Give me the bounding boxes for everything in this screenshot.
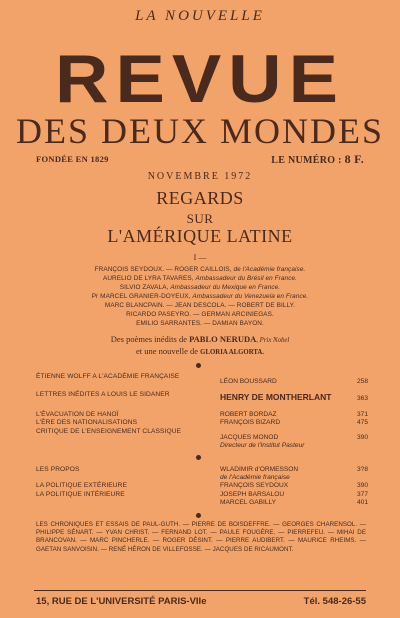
contributor-line: Pr MARCEL GRANIER-DOYEUX, Ambassadeur du Venezuela en France.	[91, 293, 309, 300]
toc-entry	[36, 466, 368, 482]
feature-part: I —	[193, 253, 207, 262]
contributor-line: AURELIO DE LYRA TAVARES, Ambassadeur du Brésil en France.	[102, 275, 298, 282]
masthead-top: LA NOUVELLE	[135, 8, 265, 24]
feature-title-line2: SUR	[186, 211, 214, 226]
toc-title: LETTRES INÉDITES A LOUIS LE SIDANER	[36, 391, 170, 398]
toc-page: 258	[356, 378, 368, 385]
toc-author: WLADIMIR d'ORMESSON	[220, 466, 299, 473]
masthead-subtitle: DES DEUX MONDES	[15, 111, 384, 151]
toc-author: FRANÇOIS SEYDOUX	[220, 482, 289, 489]
toc-author: FRANÇOIS BIZARD	[220, 419, 281, 426]
toc-author-note: Directeur de l'Institut Pasteur	[220, 442, 305, 449]
toc-title: LA POLITIQUE EXTÉRIEURE	[36, 482, 127, 489]
founded-year: FONDÉE EN 1829	[36, 154, 109, 164]
toc-page: 401	[356, 499, 368, 506]
street-address: 15, RUE DE L'UNIVERSITÉ PARIS-VIIe	[36, 596, 207, 607]
masthead-title: REVUE	[55, 40, 345, 117]
price-value: 8 F.	[344, 152, 364, 166]
toc-author: ROBERT BORDAZ	[220, 411, 277, 418]
contributor-line: FRANÇOIS SEYDOUX. — ROGER CAILLOIS, de l'Académie française.	[94, 266, 306, 273]
toc-page: 377	[356, 491, 368, 498]
issue-date: NOVEMBRE 1972	[147, 171, 253, 182]
price-label: LE NUMÉRO :	[271, 155, 342, 166]
toc-page: 475	[356, 419, 368, 426]
bullet-separator	[196, 513, 201, 518]
toc-entry	[36, 482, 368, 491]
feature-title-line3: L'AMÉRIQUE LATINE	[107, 226, 293, 246]
toc-title: ÉTIENNE WOLFF A L'ACADÉMIE FRANÇAISE	[36, 373, 180, 380]
bullet-separator	[196, 363, 201, 368]
toc-author-note: de l'Académie française	[220, 474, 290, 481]
toc-page: 3?8	[356, 466, 368, 473]
toc-author: HENRY DE MONTHERLANT	[220, 392, 332, 402]
novella-line: et une nouvelle de GLORIA ALGORTA.	[135, 346, 265, 356]
contributor-line: EMILIO SARRANTES. — DAMIAN BAYON.	[136, 320, 264, 327]
toc-entry	[36, 428, 368, 448]
bullet-separator	[196, 455, 201, 460]
toc-page: 363	[356, 395, 368, 402]
feature-title-line1: REGARDS	[156, 188, 244, 208]
toc-page: 390	[356, 482, 368, 489]
toc-entry	[36, 419, 368, 428]
toc-page: 371	[356, 411, 368, 418]
toc-entry	[36, 391, 368, 409]
divider-rule	[34, 590, 366, 591]
contributor-line: SILVIO ZAVALA, Ambassadeur du Mexique en France.	[119, 284, 281, 291]
toc-page: 390	[356, 434, 368, 441]
chronicles-list: LES CHRONIQUES ET ESSAIS DE PAUL-GUTH. — PIERRE DE BOISDEFFRE. — GEORGES CHARENSOL. — PHILIPPE SÉNART. — YVAN CHRIST. — FERNAND LOT. — PAULE FOUGÈRE. — PIERREFEU. — MIHAI DE BRANCOVAN. — MARC PINCHERLE. — ROGER DÉSINT. — PIERRE AUDIBERT. — MAURICE RHEIMS. — GAETAN SANVOISIN. — RENÉ HÉRON DE VILLEFOSSE. — JACQUES DE RICAUMONT.	[36, 521, 366, 553]
telephone: Tél. 548-26-55	[303, 596, 366, 607]
toc-entry	[36, 499, 368, 508]
toc-author: JACQUES MONOD	[220, 434, 279, 441]
toc-title: L'ÉVACUATION DE HANOÏ	[36, 411, 119, 418]
toc-author: JOSEPH BARSALOU	[220, 491, 285, 498]
publisher-address	[36, 596, 366, 607]
toc-title: LES PROPOS	[36, 466, 80, 473]
toc-author: MARCEL GABILLY	[220, 499, 277, 506]
toc-title: LA POLITIQUE INTÉRIEURE	[36, 491, 125, 498]
contributor-line: RICARDO PASEYRO. — GERMAN ARCINIEGAS.	[126, 311, 274, 318]
issue-price	[271, 152, 364, 167]
toc-title: L'ÈRE DES NATIONALISATIONS	[36, 419, 138, 426]
poems-line: Des poèmes inédits de PABLO NERUDA, Prix Nobel	[110, 334, 290, 344]
toc-author: LÉON BOUSSARD	[220, 378, 277, 385]
toc-title: CRITIQUE DE L'ENSEIGNEMENT CLASSIQUE	[36, 428, 182, 435]
contributor-line: MARC BLANCPAIN. — JEAN DESCOLA. — ROBERT DE BILLY.	[104, 302, 296, 309]
toc-entry	[36, 373, 368, 389]
